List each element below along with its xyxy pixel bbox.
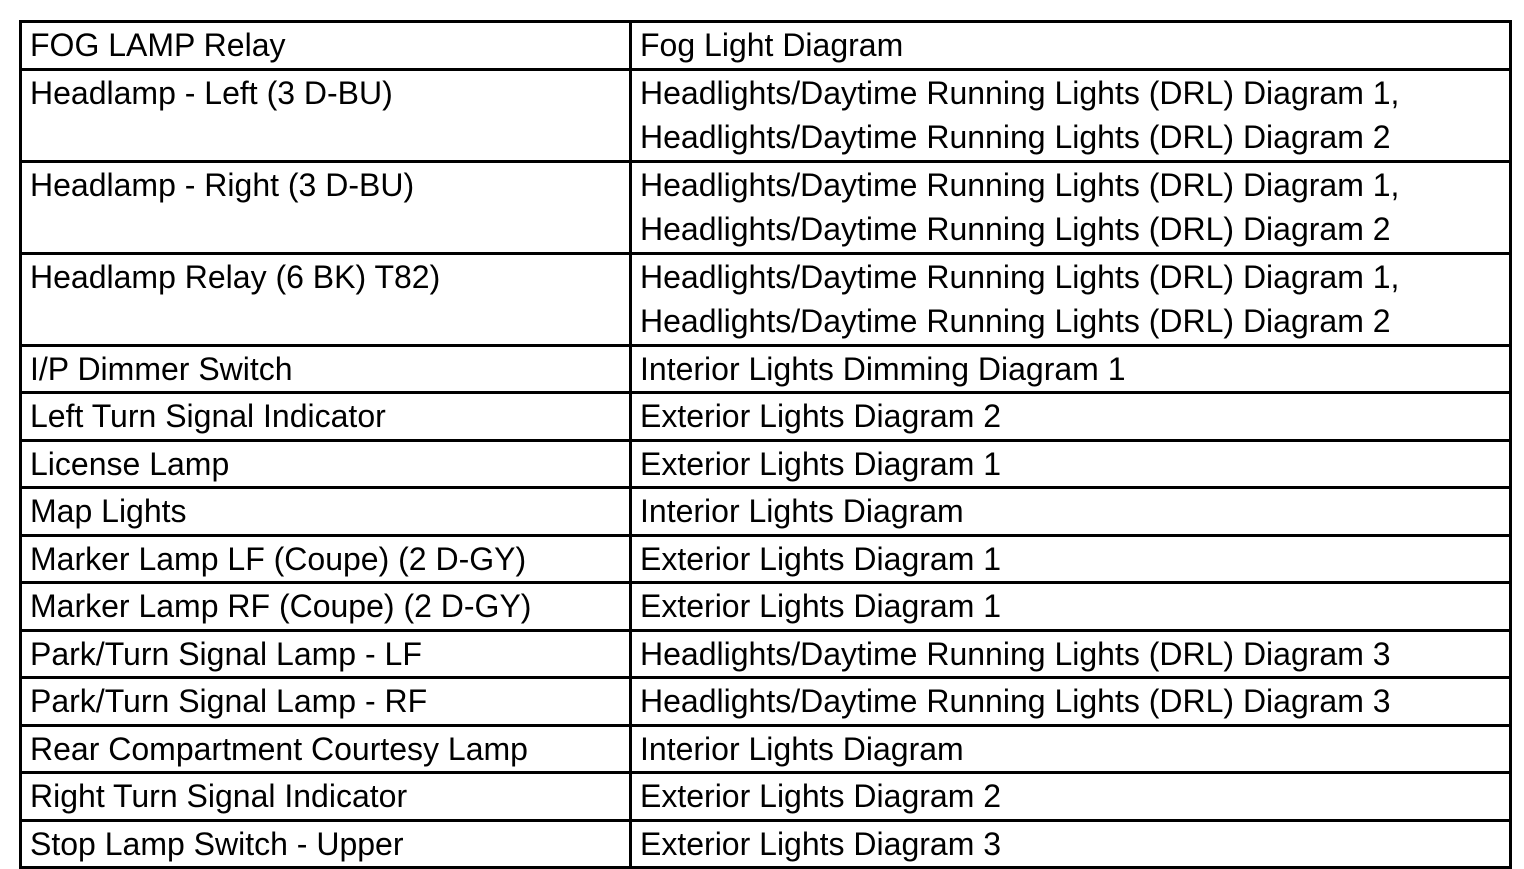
diagram-cell bbox=[631, 630, 1511, 678]
diagram-reference: Headlights/Daytime Running Lights (DRL) Diagram 1, bbox=[640, 166, 1400, 203]
diagram-reference: Headlights/Daytime Running Lights (DRL) Diagram 3 bbox=[640, 683, 1391, 719]
component-name: Park/Turn Signal Lamp - LF bbox=[30, 635, 422, 672]
table-row bbox=[21, 69, 1511, 161]
component-cell bbox=[21, 820, 631, 868]
diagram-cell bbox=[631, 773, 1511, 821]
component-name: Stop Lamp Switch - Upper bbox=[30, 825, 404, 862]
diagram-cell bbox=[631, 440, 1511, 488]
diagram-reference: Interior Lights Dimming Diagram 1 bbox=[640, 350, 1126, 387]
component-name: Rear Compartment Courtesy Lamp bbox=[30, 730, 528, 767]
diagram-cell bbox=[631, 69, 1511, 161]
table-row bbox=[21, 22, 1511, 70]
diagram-cell bbox=[631, 161, 1511, 253]
component-name: Left Turn Signal Indicator bbox=[30, 398, 386, 434]
diagram-reference: Exterior Lights Diagram 1 bbox=[640, 445, 1002, 482]
table-row bbox=[21, 161, 1511, 253]
diagram-cell bbox=[631, 583, 1511, 631]
component-name: Right Turn Signal Indicator bbox=[30, 778, 408, 814]
component-cell bbox=[21, 253, 631, 345]
table-row bbox=[21, 630, 1511, 678]
diagram-reference: Exterior Lights Diagram 2 bbox=[640, 398, 1002, 434]
component-name: Marker Lamp RF (Coupe) (2 D-GY) bbox=[30, 588, 532, 624]
component-cell bbox=[21, 393, 631, 441]
diagram-cell bbox=[631, 725, 1511, 773]
component-cell bbox=[21, 583, 631, 631]
component-cell bbox=[21, 773, 631, 821]
component-diagram-table bbox=[19, 20, 1512, 869]
component-name: Headlamp Relay (6 BK) T82) bbox=[30, 258, 441, 295]
component-name: Park/Turn Signal Lamp - RF bbox=[30, 683, 428, 719]
table-row bbox=[21, 820, 1511, 868]
diagram-cell bbox=[631, 253, 1511, 345]
component-cell bbox=[21, 440, 631, 488]
component-cell bbox=[21, 345, 631, 393]
component-cell bbox=[21, 725, 631, 773]
diagram-reference: Interior Lights Diagram bbox=[640, 493, 964, 529]
diagram-reference: Headlights/Daytime Running Lights (DRL) Diagram 1, bbox=[640, 74, 1400, 111]
component-name: Headlamp - Left (3 D-BU) bbox=[30, 74, 393, 111]
diagram-reference: Headlights/Daytime Running Lights (DRL) Diagram 2 bbox=[640, 211, 1391, 247]
table-row bbox=[21, 725, 1511, 773]
component-cell bbox=[21, 161, 631, 253]
table-row bbox=[21, 393, 1511, 441]
diagram-cell bbox=[631, 820, 1511, 868]
diagram-reference: Headlights/Daytime Running Lights (DRL) Diagram 2 bbox=[640, 303, 1391, 339]
diagram-cell bbox=[631, 535, 1511, 583]
table-row bbox=[21, 583, 1511, 631]
component-name: Marker Lamp LF (Coupe) (2 D-GY) bbox=[30, 540, 527, 577]
table-row bbox=[21, 773, 1511, 821]
diagram-reference: Interior Lights Diagram bbox=[640, 730, 964, 767]
diagram-reference: Headlights/Daytime Running Lights (DRL) Diagram 2 bbox=[640, 119, 1391, 155]
component-name: Map Lights bbox=[30, 493, 187, 529]
diagram-reference: Exterior Lights Diagram 2 bbox=[640, 778, 1002, 814]
component-cell bbox=[21, 630, 631, 678]
table-row bbox=[21, 440, 1511, 488]
diagram-cell bbox=[631, 678, 1511, 726]
component-cell bbox=[21, 678, 631, 726]
table-row bbox=[21, 678, 1511, 726]
diagram-reference: Exterior Lights Diagram 3 bbox=[640, 825, 1002, 862]
component-name: Headlamp - Right (3 D-BU) bbox=[30, 166, 415, 203]
diagram-cell bbox=[631, 488, 1511, 536]
table-row bbox=[21, 253, 1511, 345]
diagram-cell bbox=[631, 393, 1511, 441]
component-cell bbox=[21, 535, 631, 583]
component-cell bbox=[21, 488, 631, 536]
component-cell bbox=[21, 22, 631, 70]
diagram-reference: Exterior Lights Diagram 1 bbox=[640, 588, 1002, 624]
diagram-cell bbox=[631, 22, 1511, 70]
component-name: FOG LAMP Relay bbox=[30, 27, 286, 63]
diagram-cell bbox=[631, 345, 1511, 393]
component-name: License Lamp bbox=[30, 445, 230, 482]
table-row bbox=[21, 535, 1511, 583]
component-name: I/P Dimmer Switch bbox=[30, 350, 293, 387]
diagram-reference: Headlights/Daytime Running Lights (DRL) Diagram 1, bbox=[640, 258, 1400, 295]
table-row bbox=[21, 345, 1511, 393]
component-cell bbox=[21, 69, 631, 161]
diagram-reference: Headlights/Daytime Running Lights (DRL) Diagram 3 bbox=[640, 635, 1391, 672]
diagram-reference: Exterior Lights Diagram 1 bbox=[640, 540, 1002, 577]
diagram-reference: Fog Light Diagram bbox=[640, 27, 904, 63]
table-row bbox=[21, 488, 1511, 536]
